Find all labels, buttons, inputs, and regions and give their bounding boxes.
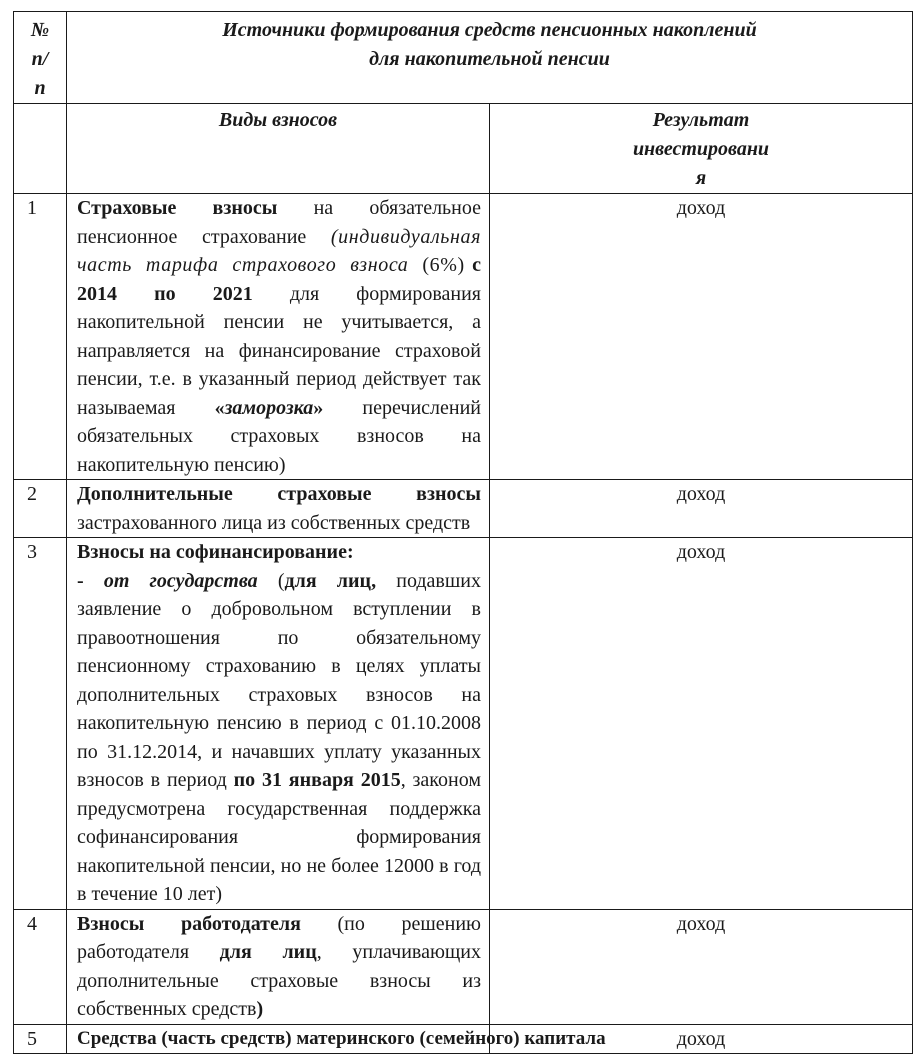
pension-sources-table bbox=[13, 11, 913, 1054]
text-bold: Взносы на софинансирование: bbox=[77, 541, 354, 563]
text-bold-italic: заморозка bbox=[224, 396, 314, 419]
row-source-text bbox=[67, 538, 490, 910]
row-number: 4 bbox=[14, 909, 67, 1024]
header-number-line: п/ bbox=[31, 48, 49, 70]
text-plain: для формирования накопительной пенсии не учитывается, а направляется на финансирование страховой пенсии, т.е. в указанный период действует так называемая bbox=[77, 282, 481, 419]
result-label-line: Результат bbox=[652, 109, 750, 131]
header-title-line: Источники формирования средств пенсионных накоплений bbox=[222, 19, 757, 41]
subheader-contrib-types bbox=[67, 104, 490, 194]
table-row bbox=[14, 194, 913, 480]
row-source-text bbox=[67, 480, 490, 538]
row-number: 1 bbox=[14, 194, 67, 480]
header-number-line: № bbox=[30, 19, 50, 41]
table-subheader-row bbox=[14, 104, 913, 194]
text-plain: подавших заявление о добровольном вступлении в правоотношения по обязательному пенсионному страхованию в целях уплаты дополнительных страховых взносов на накопительную пенсию в период с 01.10.2008 по 31.12.2014, и начавших уплату указанных взносов в период bbox=[77, 569, 481, 791]
header-title-cell bbox=[67, 12, 913, 104]
row-result: доход bbox=[490, 909, 913, 1024]
text-bold: » bbox=[313, 396, 324, 419]
header-number-line: п bbox=[34, 77, 46, 99]
row-source-text bbox=[67, 909, 490, 1024]
row-result: доход bbox=[490, 1024, 913, 1054]
text-bold: ) bbox=[256, 998, 264, 1020]
row-result: доход bbox=[490, 480, 913, 538]
row-result: доход bbox=[490, 194, 913, 480]
subheader-empty-cell bbox=[14, 104, 67, 194]
text-bold: Средства (часть средств) материнского (семейного) капитала bbox=[77, 1027, 606, 1049]
table-row bbox=[14, 480, 913, 538]
table-row bbox=[14, 538, 913, 910]
text-bold: для лиц bbox=[219, 941, 317, 963]
row-source-text bbox=[67, 1024, 606, 1054]
text-plain: застрахованного лица из собственных средств bbox=[77, 511, 471, 534]
text-plain: (6%) bbox=[408, 254, 465, 276]
row-source-text bbox=[67, 194, 490, 480]
text-plain: , законом предусмотрена государственная поддержка софинансирования формирования накопительной пенсии, но не более 12000 в год в течение 10 лет) bbox=[77, 769, 481, 905]
result-label-line: инвестировани bbox=[632, 138, 770, 160]
text-italic: (индивидуальная часть тарифа страхового взноса bbox=[77, 225, 481, 276]
text-bold: Дополнительные страховые взносы bbox=[77, 483, 481, 505]
row-number: 2 bbox=[14, 480, 67, 538]
text-bold: - bbox=[77, 569, 104, 592]
text-plain: на обязательное пенсионное страхование bbox=[77, 197, 481, 248]
pension-sources-table-container bbox=[13, 11, 913, 1054]
text-bold: с 2014 по 2021 bbox=[77, 254, 482, 305]
table-header-row bbox=[14, 12, 913, 104]
text-bold: Взносы работодателя bbox=[77, 912, 301, 935]
row-result: доход bbox=[490, 538, 913, 910]
table-row bbox=[14, 909, 913, 1024]
contrib-types-label: Виды взносов bbox=[218, 109, 338, 131]
text-bold: « bbox=[214, 396, 225, 419]
header-title-line: для накопительной пенсии bbox=[369, 48, 610, 70]
text-plain: (по решению работодателя bbox=[77, 912, 481, 963]
text-bold-italic: от государства bbox=[103, 569, 258, 592]
subheader-result-cell bbox=[490, 104, 913, 194]
text-plain: перечислений обязательных страховых взносов на накопительную пенсию) bbox=[77, 396, 481, 476]
text-bold: для лиц, bbox=[284, 569, 377, 592]
text-plain: , уплачивающих дополнительные страховые взносы из собственных средств bbox=[77, 941, 481, 1020]
text-bold: Страховые взносы bbox=[77, 197, 278, 219]
header-number-cell bbox=[14, 12, 67, 104]
result-label-line: я bbox=[695, 167, 707, 189]
text-plain: ( bbox=[257, 569, 285, 592]
row-number: 3 bbox=[14, 538, 67, 910]
table-row bbox=[14, 1024, 913, 1054]
text-bold: по 31 января 2015 bbox=[233, 769, 401, 791]
row-number: 5 bbox=[14, 1024, 67, 1054]
